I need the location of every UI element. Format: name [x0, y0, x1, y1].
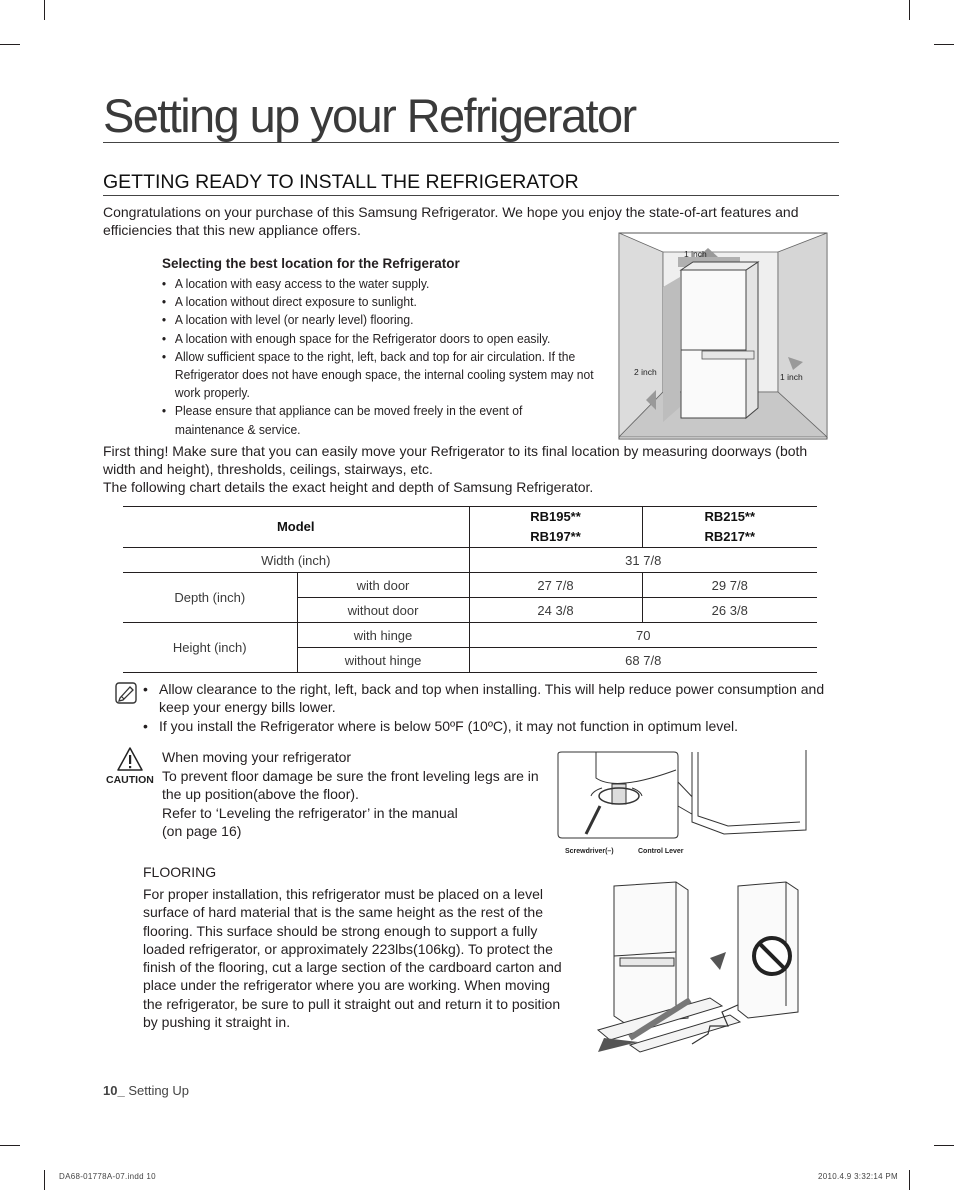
table-row: [123, 573, 817, 598]
without-hinge-value: 68 7/8: [469, 648, 817, 673]
caution-label: CAUTION: [106, 774, 154, 786]
with-hinge-label: with hinge: [297, 623, 469, 648]
bullet: •: [161, 403, 167, 419]
location-heading: Selecting the best location for the Refrigerator: [162, 256, 460, 271]
crop-mark: [44, 1170, 45, 1190]
list-item: • Please ensure that appliance can be moved freely in the event of maintenance & service.: [161, 403, 523, 437]
section-heading: GETTING READY TO INSTALL THE REFRIGERATOR: [103, 171, 579, 193]
list-item: • Allow sufficient space to the right, left, back and top for air circulation. If the Refrigerator does not have enough space, the internal cooling system may not work properly.: [161, 348, 594, 401]
title-rule: [103, 142, 839, 143]
with-door-a: 27 7/8: [469, 573, 642, 598]
bullet: •: [161, 312, 167, 328]
crop-mark: [0, 1145, 20, 1146]
height-label: Height (inch): [123, 623, 297, 673]
list-item: • A location without direct exposure to sunlight.: [160, 293, 631, 311]
first-thing-paragraph: First thing! Make sure that you can easily move your Refrigerator to its final location by measuring doorways (both width and height), thresholds, ceilings, stairways, etc. The following chart details the exact height and depth of Samsung Refrigerator.: [103, 443, 808, 495]
section-rule: [103, 195, 839, 196]
width-value: 31 7/8: [469, 548, 817, 573]
location-list: [160, 275, 610, 439]
crop-mark: [909, 1170, 910, 1190]
footer-file: DA68-01778A-07.indd 10: [59, 1172, 156, 1181]
flooring-illustration: [590, 880, 805, 1058]
caution-text: When moving your refrigerator To prevent floor damage be sure the front leveling legs are in the up position(above the floor). Refer to ‘Leveling the refrigerator’ in the manual (on page 16): [162, 749, 539, 839]
header-model: Model: [123, 507, 469, 548]
footer-date: 2010.4.9 3:32:14 PM: [818, 1172, 898, 1181]
crop-mark: [44, 0, 45, 20]
list-item: • A location with enough space for the Refrigerator doors to open easily.: [160, 330, 631, 348]
bullet: •: [143, 681, 148, 697]
table-row: [123, 548, 817, 573]
list-item: • A location with level (or nearly level) flooring.: [160, 311, 631, 329]
clearance-illustration: [618, 232, 828, 440]
with-door-label: with door: [297, 573, 469, 598]
depth-label: Depth (inch): [123, 573, 297, 623]
notes-list: [141, 680, 851, 736]
with-door-b: 29 7/8: [642, 573, 817, 598]
list-item: • A location with easy access to the water supply.: [160, 275, 631, 293]
label-top-clearance: 1 inch: [684, 249, 707, 259]
bullet: •: [161, 294, 167, 310]
intro-paragraph: Congratulations on your purchase of this Samsung Refrigerator. We hope you enjoy the state-of-art features and efficiencies that this new appliance offers.: [103, 204, 799, 238]
bullet: •: [161, 276, 167, 291]
crop-mark: [934, 1145, 954, 1146]
label-control-lever: Control Lever: [638, 848, 684, 855]
without-door-a: 24 3/8: [469, 598, 642, 623]
with-hinge-value: 70: [469, 623, 817, 648]
flooring-paragraph: For proper installation, this refrigerator must be placed on a level surface of hard material that is the same height as the rest of the flooring. This surface should be strong enough to support a fully loaded refrigerator, or approximately 223lbs(106kg). To protect the finish of the flooring, cut a large section of the cardboard carton and place under the refrigerator where you are working. When moving the refrigerator, be sure to pull it straight out and return it to position by pushing it straight in.: [143, 886, 562, 1031]
page-folio: 10_ Setting Up: [103, 1083, 190, 1098]
crop-mark: [0, 44, 20, 45]
table-row: [123, 507, 817, 548]
label-right-clearance: 1 inch: [780, 372, 803, 382]
list-item: • If you install the Refrigerator where is below 50ºF (10ºC), it may not function in optimum level.: [143, 718, 739, 734]
bullet: •: [161, 348, 167, 364]
bullet: •: [161, 330, 167, 346]
without-door-label: without door: [297, 598, 469, 623]
page-title: Setting up your Refrigerator: [103, 89, 636, 142]
table-row: [123, 623, 817, 648]
leveling-illustration: [556, 750, 812, 858]
without-door-b: 26 3/8: [642, 598, 817, 623]
spec-table: [123, 506, 817, 673]
label-screwdriver: Screwdriver(–): [565, 848, 614, 855]
width-label: Width (inch): [123, 548, 469, 573]
label-left-clearance: 2 inch: [634, 367, 657, 377]
header-model-a: RB195** RB197**: [469, 507, 642, 548]
without-hinge-label: without hinge: [297, 648, 469, 673]
note-icon: [115, 682, 137, 704]
list-item: • Allow clearance to the right, left, back and top when installing. This will help reduce power consumption and keep your energy bills lower.: [143, 681, 825, 715]
crop-mark: [934, 44, 954, 45]
header-model-b: RB215** RB217**: [642, 507, 817, 548]
bullet: •: [143, 718, 148, 734]
caution-icon: [106, 746, 158, 786]
crop-mark: [909, 0, 910, 20]
flooring-heading: FLOORING: [143, 864, 217, 880]
